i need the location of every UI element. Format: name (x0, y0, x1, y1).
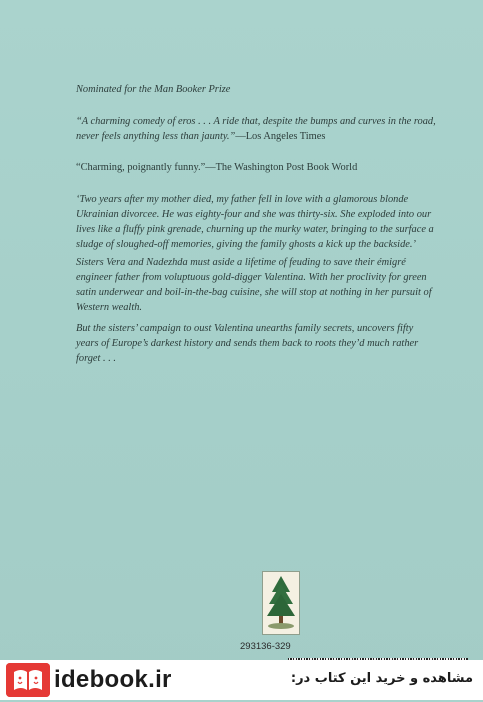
blurb-paragraph-2: But the sisters’ campaign to oust Valentina unearths family secrets, uncovers fifty years of Europe’s darkest history and sends them back to roots they’d much rather forget . . . (76, 323, 419, 364)
review-quote-1 (76, 114, 436, 144)
award-note: Nominated for the Man Booker Prize (76, 84, 231, 95)
brand-name[interactable]: idebook.ir (54, 666, 172, 693)
blurb-paragraph-1: Sisters Vera and Nadezhda must aside a lifetime of feuding to save their émigré engineer father from voluptuous gold-digger Valentina. With her proclivity for green satin underwear and boil-in-the-bag cuisine, she will stop at nothing in her pursuit of Western wealth. (76, 257, 432, 313)
review-quote-2 (76, 160, 436, 175)
book-logo-icon (6, 663, 50, 697)
quote-text: “Charming, poignantly funny.” (76, 162, 206, 173)
isbn-number: 293136-329 (240, 641, 291, 652)
publisher-tree-logo (262, 571, 300, 635)
promo-text: مشاهده و خرید این کتاب در: (290, 671, 473, 686)
quote-text: “A charming comedy of eros . . . A ride that, despite the bumps and curves in the road, never feels anything less than jaunty.” (76, 116, 436, 142)
promo-banner[interactable] (0, 660, 483, 700)
tree-icon (263, 572, 299, 634)
quote-source: —The Washington Post Book World (205, 162, 358, 173)
quote-source: —Los Angeles Times (235, 131, 326, 142)
book-excerpt: ‘Two years after my mother died, my father fell in love with a glamorous blonde Ukrainian divorcee. He was eighty-four and she was thirty-six. She exploded into our lives like a fluffy pink grenade, churning up the murky water, bringing to the surface a sludge of sloughed-off memories, giving the family ghosts a kick up the backside.’ (76, 194, 434, 250)
